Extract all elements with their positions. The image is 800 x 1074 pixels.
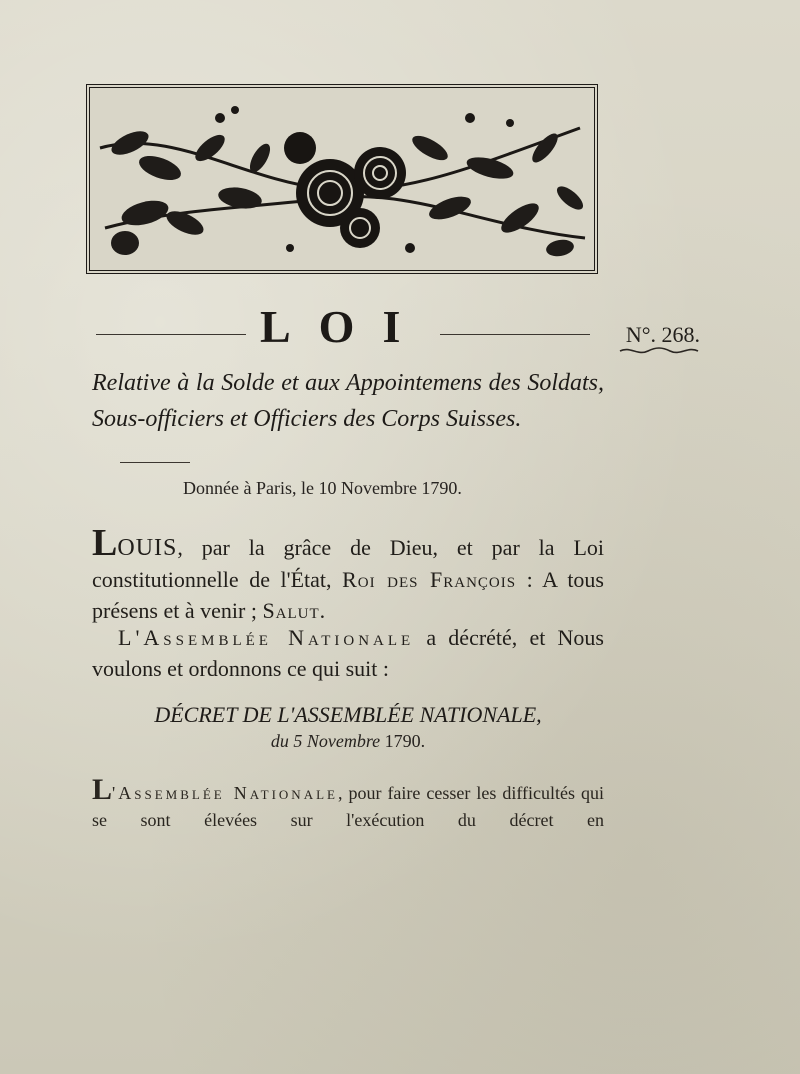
drop-cap: L bbox=[92, 522, 118, 564]
decree-date-year: 1790. bbox=[384, 731, 426, 751]
floral-vignette-icon bbox=[86, 84, 598, 274]
document-subtitle: Relative à la Solde et aux Appointemens des Soldats, Sous-officiers et Officiers des Corps Suisses. bbox=[92, 370, 604, 432]
salut-word: Salut. bbox=[262, 598, 327, 623]
assembly-paragraph bbox=[92, 622, 604, 684]
decree-title: DÉCRET DE L'ASSEMBLÉE NATIONALE, bbox=[154, 702, 542, 727]
document-title: LOI bbox=[260, 301, 429, 352]
preamble-text-2: : A tous présens et à venir ; bbox=[92, 567, 604, 623]
title-rule-right bbox=[440, 334, 590, 335]
decree-drop-cap: L bbox=[92, 773, 113, 806]
decree-date-day: 5 Novembre bbox=[293, 731, 381, 751]
king-title: Roi des François bbox=[342, 567, 517, 592]
decree-body-paragraph bbox=[92, 773, 604, 834]
preamble-text: , par la grâce de Dieu, et par la Loi constitutionnelle de l'État, bbox=[92, 535, 604, 592]
assembly-text: a décrété, et Nous voulons et ordonnons ce qui suit : bbox=[92, 625, 604, 681]
assembly-lead: L'Assemblée Nationale bbox=[118, 625, 415, 650]
king-name: OUIS bbox=[117, 535, 178, 561]
decree-date-prefix: du bbox=[270, 731, 289, 751]
law-number: N°. 268. bbox=[625, 322, 700, 347]
decree-body-lead: 'Assemblée Nationale bbox=[112, 783, 338, 803]
subtitle-rule bbox=[120, 462, 190, 463]
decree-body-text: , pour faire cesser les difficultés qui se sont élevées sur l'exécution du décret en bbox=[92, 783, 604, 830]
title-rule-left bbox=[96, 334, 246, 335]
preamble-paragraph bbox=[92, 522, 604, 626]
decree-date bbox=[92, 731, 604, 752]
given-date: Donnée à Paris, le 10 Novembre 1790. bbox=[183, 478, 462, 498]
flourish-icon bbox=[618, 344, 700, 358]
